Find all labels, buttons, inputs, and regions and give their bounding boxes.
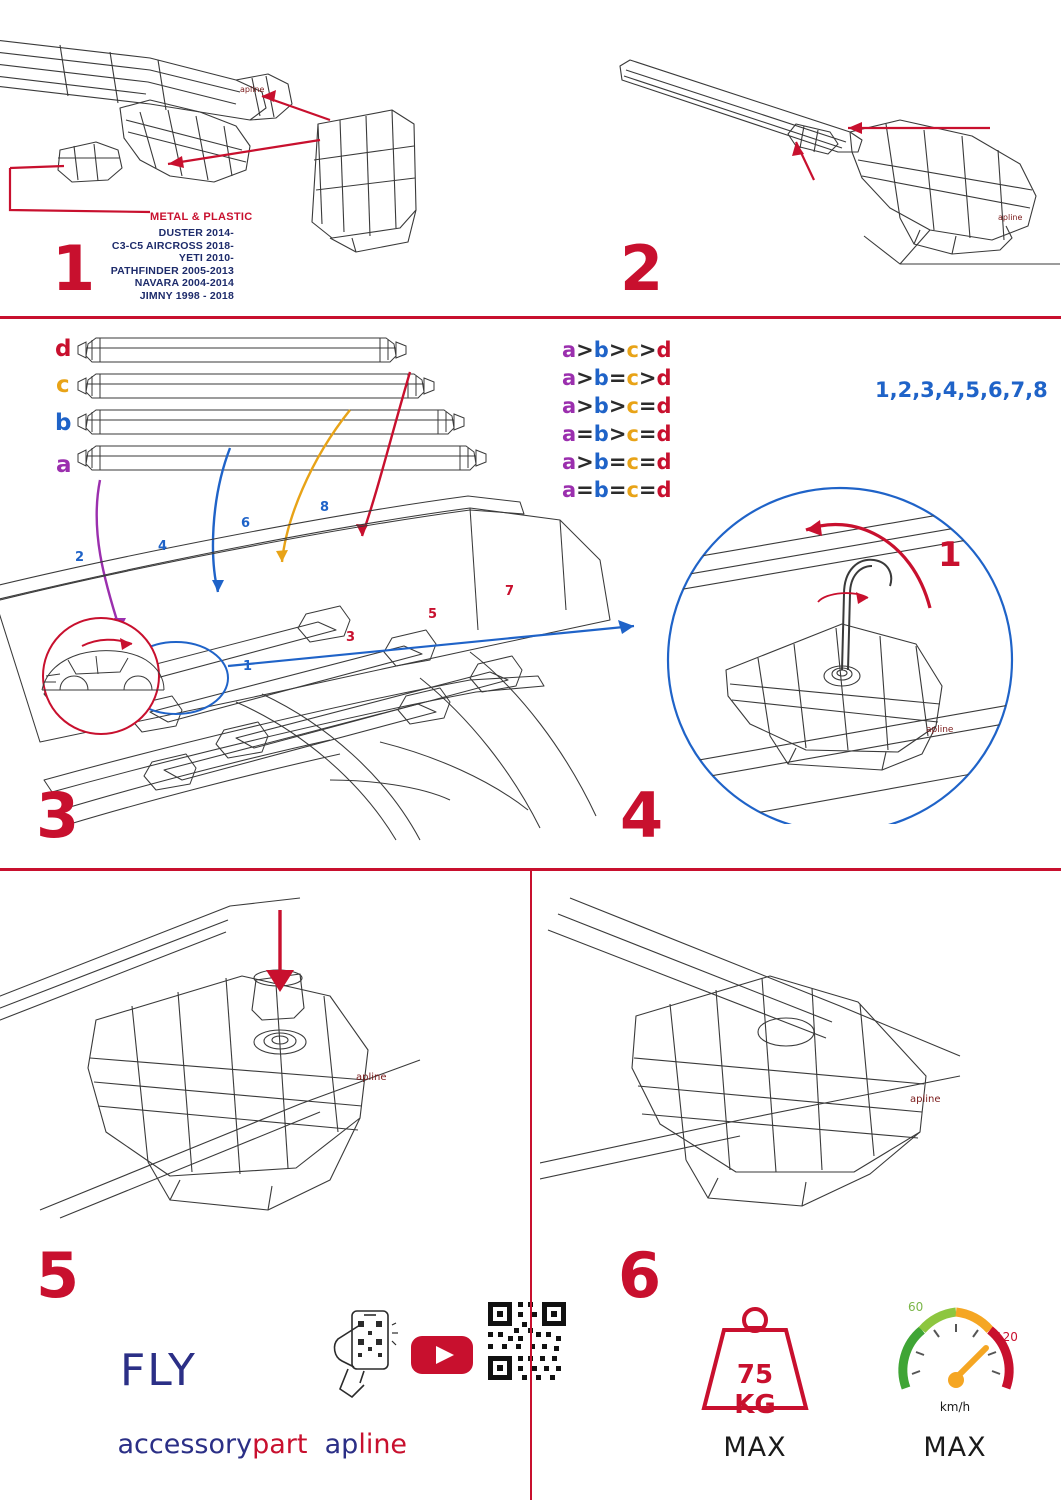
brand-word-ap: ap <box>324 1429 359 1460</box>
panel-4-illustration <box>630 474 1050 824</box>
vehicle-orientation-inset <box>16 616 186 736</box>
bar-label-a: a <box>56 452 72 478</box>
rule-token: > <box>638 366 657 390</box>
svg-text:apline: apline <box>926 725 954 735</box>
rule-token: > <box>608 422 627 446</box>
vehicle-item: DUSTER 2014- <box>158 227 234 239</box>
rule-token: = <box>638 422 657 446</box>
svg-text:apline: apline <box>910 1094 941 1105</box>
rule-token: a <box>562 338 577 362</box>
rule-token: a <box>562 394 577 418</box>
rule-token: = <box>638 450 657 474</box>
rule-token: c <box>626 422 639 446</box>
step-number-2: 2 <box>620 232 663 305</box>
tighten-order-list: 1,2,3,4,5,6,7,8 <box>875 378 1048 402</box>
brand-word-part: part <box>252 1429 308 1460</box>
turn-count-label: 1 <box>938 535 962 575</box>
rule-token: > <box>608 394 627 418</box>
roof-callout-4: 4 <box>158 539 168 554</box>
rule-token: = <box>576 478 594 502</box>
rule-token: = <box>638 478 657 502</box>
rule-token: d <box>656 338 672 362</box>
rule-token: b <box>593 422 609 446</box>
roof-callout-6: 6 <box>241 516 251 531</box>
svg-text:apline: apline <box>998 213 1023 222</box>
qr-code-icon[interactable] <box>484 1298 570 1384</box>
vehicle-compatibility-list <box>0 227 234 305</box>
rule-token: a <box>562 450 577 474</box>
bar-label-d: d <box>55 336 72 362</box>
divider-top <box>0 316 1061 319</box>
speed-unit-label: km/h <box>939 1400 971 1414</box>
rule-token: > <box>576 338 594 362</box>
step-number-4: 4 <box>620 779 663 852</box>
panel-2-illustration <box>600 40 1061 270</box>
phone-scan-icon[interactable] <box>330 1305 400 1405</box>
svg-text:apline: apline <box>240 85 265 94</box>
rule-token: d <box>656 450 672 474</box>
material-label: METAL & PLASTIC <box>150 211 253 223</box>
rule-token: c <box>626 366 639 390</box>
rule-token: > <box>608 338 627 362</box>
rule-token: b <box>593 366 609 390</box>
rule-token: b <box>593 478 609 502</box>
roof-callout-1: 1 <box>243 659 253 674</box>
rule-token: c <box>626 478 639 502</box>
step-number-5: 5 <box>36 1239 79 1312</box>
rule-token: c <box>626 450 639 474</box>
svg-text:apline: apline <box>356 1072 387 1083</box>
vehicle-item: NAVARA 2004-2014 <box>134 277 234 289</box>
youtube-icon[interactable] <box>410 1332 474 1378</box>
rule-token: d <box>656 478 672 502</box>
roof-callout-3: 3 <box>346 630 356 645</box>
roof-callout-7: 7 <box>505 584 515 599</box>
roof-callout-2: 2 <box>75 550 85 565</box>
vehicle-item: JIMNY 1998 - 2018 <box>139 289 234 302</box>
rule-token: a <box>562 478 577 502</box>
max-load-label: MAX <box>723 1432 787 1463</box>
rule-token: d <box>656 422 672 446</box>
brand-name-fly: FLY <box>120 1345 197 1396</box>
roof-callout-5: 5 <box>428 607 438 622</box>
step-number-6: 6 <box>618 1239 661 1312</box>
divider-vertical <box>530 868 532 1500</box>
step-number-1: 1 <box>52 232 95 305</box>
rule-token: b <box>593 394 609 418</box>
rule-token: a <box>562 366 577 390</box>
vehicle-item: C3-C5 AIRCROSS 2018- <box>111 239 234 252</box>
rule-token: > <box>576 450 594 474</box>
rule-token: a <box>562 422 577 446</box>
rule-token: > <box>638 338 657 362</box>
panel-5-illustration <box>0 880 520 1220</box>
rule-token: = <box>638 394 657 418</box>
brand-wordmark <box>66 1398 407 1491</box>
gauge-max-label: 120 <box>995 1330 1018 1344</box>
rule-token: = <box>608 478 627 502</box>
vehicle-item: YETI 2010- <box>178 252 234 264</box>
vehicle-item: PATHFINDER 2005-2013 <box>110 264 234 277</box>
rule-token: = <box>608 366 627 390</box>
rule-token: b <box>593 338 609 362</box>
roof-callout-8: 8 <box>320 500 330 515</box>
rule-token: > <box>576 366 594 390</box>
brand-word-accessory: accessory <box>117 1429 253 1460</box>
rule-token: d <box>656 394 672 418</box>
rule-token: > <box>576 394 594 418</box>
step-number-3: 3 <box>36 779 79 852</box>
max-load-value: 75 KG <box>734 1360 776 1420</box>
rule-token: b <box>593 450 609 474</box>
bar-label-b: b <box>55 410 72 436</box>
gauge-min-label: 60 <box>908 1300 924 1314</box>
bar-label-c: c <box>56 372 70 398</box>
rule-token: = <box>608 450 627 474</box>
rule-token: c <box>626 338 639 362</box>
max-speed-label: MAX <box>923 1432 987 1463</box>
rule-token: c <box>626 394 639 418</box>
rule-token: = <box>576 422 594 446</box>
rule-token: d <box>656 366 672 390</box>
panel-6-illustration <box>540 880 1060 1220</box>
brand-word-line: line <box>358 1429 408 1460</box>
